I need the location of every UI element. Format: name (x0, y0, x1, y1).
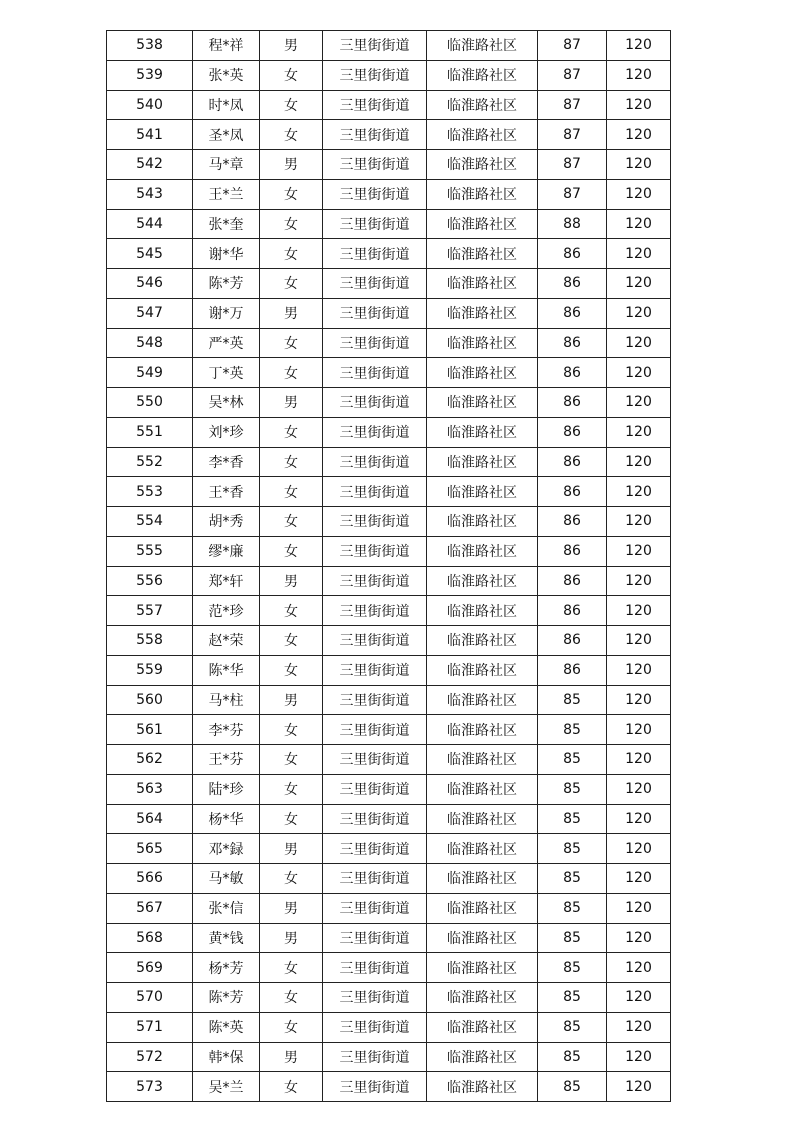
name-cell: 陈*华 (193, 655, 260, 685)
community-cell: 临淮路社区 (427, 31, 538, 61)
name-cell: 王*香 (193, 477, 260, 507)
amount-cell: 120 (607, 150, 671, 180)
street-cell: 三里街街道 (323, 685, 427, 715)
age-cell: 87 (538, 60, 607, 90)
gender-cell: 女 (260, 1072, 323, 1102)
row-number-cell: 559 (107, 655, 193, 685)
amount-cell: 120 (607, 179, 671, 209)
gender-cell: 女 (260, 90, 323, 120)
age-cell: 85 (538, 1072, 607, 1102)
street-cell: 三里街街道 (323, 923, 427, 953)
row-number-cell: 554 (107, 507, 193, 537)
community-cell: 临淮路社区 (427, 1042, 538, 1072)
row-number-cell: 547 (107, 298, 193, 328)
row-number-cell: 565 (107, 834, 193, 864)
row-number-cell: 569 (107, 953, 193, 983)
street-cell: 三里街街道 (323, 358, 427, 388)
age-cell: 86 (538, 328, 607, 358)
gender-cell: 女 (260, 269, 323, 299)
gender-cell: 男 (260, 923, 323, 953)
table-row (107, 893, 671, 923)
age-cell: 87 (538, 120, 607, 150)
gender-cell: 男 (260, 685, 323, 715)
table-row (107, 1072, 671, 1102)
gender-cell: 女 (260, 239, 323, 269)
row-number-cell: 542 (107, 150, 193, 180)
amount-cell: 120 (607, 417, 671, 447)
amount-cell: 120 (607, 655, 671, 685)
gender-cell: 女 (260, 983, 323, 1013)
table-row (107, 60, 671, 90)
street-cell: 三里街街道 (323, 150, 427, 180)
street-cell: 三里街街道 (323, 804, 427, 834)
row-number-cell: 562 (107, 745, 193, 775)
table-row (107, 923, 671, 953)
street-cell: 三里街街道 (323, 417, 427, 447)
community-cell: 临淮路社区 (427, 893, 538, 923)
street-cell: 三里街街道 (323, 655, 427, 685)
table-row (107, 953, 671, 983)
gender-cell: 女 (260, 358, 323, 388)
row-number-cell: 567 (107, 893, 193, 923)
amount-cell: 120 (607, 90, 671, 120)
amount-cell: 120 (607, 1042, 671, 1072)
amount-cell: 120 (607, 685, 671, 715)
amount-cell: 120 (607, 31, 671, 61)
amount-cell: 120 (607, 983, 671, 1013)
age-cell: 86 (538, 507, 607, 537)
age-cell: 86 (538, 358, 607, 388)
name-cell: 李*芬 (193, 715, 260, 745)
street-cell: 三里街街道 (323, 507, 427, 537)
street-cell: 三里街街道 (323, 834, 427, 864)
name-cell: 圣*凤 (193, 120, 260, 150)
row-number-cell: 572 (107, 1042, 193, 1072)
amount-cell: 120 (607, 893, 671, 923)
row-number-cell: 541 (107, 120, 193, 150)
name-cell: 王*芬 (193, 745, 260, 775)
street-cell: 三里街街道 (323, 388, 427, 418)
amount-cell: 120 (607, 388, 671, 418)
gender-cell: 男 (260, 298, 323, 328)
name-cell: 张*英 (193, 60, 260, 90)
name-cell: 胡*秀 (193, 507, 260, 537)
row-number-cell: 549 (107, 358, 193, 388)
gender-cell: 女 (260, 745, 323, 775)
age-cell: 85 (538, 774, 607, 804)
community-cell: 临淮路社区 (427, 536, 538, 566)
community-cell: 临淮路社区 (427, 804, 538, 834)
community-cell: 临淮路社区 (427, 90, 538, 120)
street-cell: 三里街街道 (323, 328, 427, 358)
row-number-cell: 568 (107, 923, 193, 953)
gender-cell: 男 (260, 1042, 323, 1072)
gender-cell: 女 (260, 536, 323, 566)
name-cell: 时*凤 (193, 90, 260, 120)
table-row (107, 685, 671, 715)
community-cell: 临淮路社区 (427, 715, 538, 745)
community-cell: 临淮路社区 (427, 834, 538, 864)
row-number-cell: 566 (107, 864, 193, 894)
gender-cell: 女 (260, 120, 323, 150)
street-cell: 三里街街道 (323, 983, 427, 1013)
street-cell: 三里街街道 (323, 239, 427, 269)
row-number-cell: 571 (107, 1012, 193, 1042)
table-row (107, 269, 671, 299)
age-cell: 85 (538, 1042, 607, 1072)
community-cell: 临淮路社区 (427, 298, 538, 328)
community-cell: 临淮路社区 (427, 150, 538, 180)
age-cell: 85 (538, 864, 607, 894)
table-row (107, 31, 671, 61)
gender-cell: 女 (260, 626, 323, 656)
table-row (107, 507, 671, 537)
community-cell: 临淮路社区 (427, 774, 538, 804)
name-cell: 马*章 (193, 150, 260, 180)
row-number-cell: 556 (107, 566, 193, 596)
street-cell: 三里街街道 (323, 120, 427, 150)
gender-cell: 女 (260, 447, 323, 477)
name-cell: 郑*轩 (193, 566, 260, 596)
community-cell: 临淮路社区 (427, 1012, 538, 1042)
age-cell: 85 (538, 834, 607, 864)
table-row (107, 298, 671, 328)
community-cell: 临淮路社区 (427, 596, 538, 626)
name-cell: 马*柱 (193, 685, 260, 715)
gender-cell: 男 (260, 893, 323, 923)
roster-body (107, 31, 671, 1102)
name-cell: 张*奎 (193, 209, 260, 239)
community-cell: 临淮路社区 (427, 239, 538, 269)
gender-cell: 女 (260, 715, 323, 745)
table-row (107, 120, 671, 150)
street-cell: 三里街街道 (323, 1042, 427, 1072)
community-cell: 临淮路社区 (427, 60, 538, 90)
amount-cell: 120 (607, 536, 671, 566)
table-row (107, 1042, 671, 1072)
street-cell: 三里街街道 (323, 774, 427, 804)
amount-cell: 120 (607, 447, 671, 477)
community-cell: 临淮路社区 (427, 388, 538, 418)
gender-cell: 女 (260, 328, 323, 358)
amount-cell: 120 (607, 269, 671, 299)
street-cell: 三里街街道 (323, 1072, 427, 1102)
age-cell: 86 (538, 417, 607, 447)
name-cell: 谢*华 (193, 239, 260, 269)
table-row (107, 209, 671, 239)
row-number-cell: 561 (107, 715, 193, 745)
age-cell: 88 (538, 209, 607, 239)
name-cell: 缪*廉 (193, 536, 260, 566)
gender-cell: 女 (260, 1012, 323, 1042)
table-row (107, 90, 671, 120)
table-row (107, 804, 671, 834)
row-number-cell: 564 (107, 804, 193, 834)
street-cell: 三里街街道 (323, 90, 427, 120)
table-row (107, 864, 671, 894)
table-row (107, 745, 671, 775)
table-row (107, 834, 671, 864)
street-cell: 三里街街道 (323, 893, 427, 923)
table-row (107, 358, 671, 388)
age-cell: 86 (538, 447, 607, 477)
table-row (107, 983, 671, 1013)
community-cell: 临淮路社区 (427, 953, 538, 983)
street-cell: 三里街街道 (323, 715, 427, 745)
amount-cell: 120 (607, 298, 671, 328)
gender-cell: 女 (260, 60, 323, 90)
street-cell: 三里街街道 (323, 209, 427, 239)
age-cell: 85 (538, 715, 607, 745)
age-cell: 85 (538, 923, 607, 953)
amount-cell: 120 (607, 328, 671, 358)
community-cell: 临淮路社区 (427, 923, 538, 953)
row-number-cell: 539 (107, 60, 193, 90)
age-cell: 86 (538, 388, 607, 418)
community-cell: 临淮路社区 (427, 447, 538, 477)
name-cell: 程*祥 (193, 31, 260, 61)
street-cell: 三里街街道 (323, 447, 427, 477)
age-cell: 85 (538, 953, 607, 983)
table-row (107, 596, 671, 626)
amount-cell: 120 (607, 804, 671, 834)
age-cell: 85 (538, 893, 607, 923)
amount-cell: 120 (607, 745, 671, 775)
row-number-cell: 558 (107, 626, 193, 656)
amount-cell: 120 (607, 239, 671, 269)
table-row (107, 536, 671, 566)
row-number-cell: 563 (107, 774, 193, 804)
name-cell: 杨*华 (193, 804, 260, 834)
name-cell: 李*香 (193, 447, 260, 477)
amount-cell: 120 (607, 715, 671, 745)
gender-cell: 男 (260, 388, 323, 418)
gender-cell: 女 (260, 417, 323, 447)
name-cell: 韩*保 (193, 1042, 260, 1072)
name-cell: 赵*荣 (193, 626, 260, 656)
table-row (107, 566, 671, 596)
row-number-cell: 553 (107, 477, 193, 507)
table-row (107, 150, 671, 180)
age-cell: 85 (538, 804, 607, 834)
gender-cell: 女 (260, 774, 323, 804)
street-cell: 三里街街道 (323, 477, 427, 507)
gender-cell: 男 (260, 834, 323, 864)
street-cell: 三里街街道 (323, 626, 427, 656)
name-cell: 马*敏 (193, 864, 260, 894)
age-cell: 86 (538, 596, 607, 626)
amount-cell: 120 (607, 596, 671, 626)
row-number-cell: 543 (107, 179, 193, 209)
amount-cell: 120 (607, 923, 671, 953)
row-number-cell: 560 (107, 685, 193, 715)
row-number-cell: 546 (107, 269, 193, 299)
table-row (107, 477, 671, 507)
name-cell: 刘*珍 (193, 417, 260, 447)
community-cell: 临淮路社区 (427, 358, 538, 388)
name-cell: 陈*芳 (193, 269, 260, 299)
gender-cell: 女 (260, 804, 323, 834)
table-row (107, 715, 671, 745)
street-cell: 三里街街道 (323, 745, 427, 775)
age-cell: 86 (538, 536, 607, 566)
name-cell: 严*英 (193, 328, 260, 358)
table-row (107, 179, 671, 209)
street-cell: 三里街街道 (323, 31, 427, 61)
gender-cell: 女 (260, 596, 323, 626)
name-cell: 陈*芳 (193, 983, 260, 1013)
name-cell: 王*兰 (193, 179, 260, 209)
gender-cell: 女 (260, 953, 323, 983)
age-cell: 86 (538, 566, 607, 596)
row-number-cell: 555 (107, 536, 193, 566)
amount-cell: 120 (607, 507, 671, 537)
name-cell: 邓*録 (193, 834, 260, 864)
amount-cell: 120 (607, 774, 671, 804)
row-number-cell: 538 (107, 31, 193, 61)
amount-cell: 120 (607, 477, 671, 507)
amount-cell: 120 (607, 953, 671, 983)
amount-cell: 120 (607, 1012, 671, 1042)
amount-cell: 120 (607, 566, 671, 596)
community-cell: 临淮路社区 (427, 566, 538, 596)
name-cell: 杨*芳 (193, 953, 260, 983)
street-cell: 三里街街道 (323, 60, 427, 90)
street-cell: 三里街街道 (323, 864, 427, 894)
community-cell: 临淮路社区 (427, 864, 538, 894)
community-cell: 临淮路社区 (427, 626, 538, 656)
amount-cell: 120 (607, 120, 671, 150)
street-cell: 三里街街道 (323, 1012, 427, 1042)
amount-cell: 120 (607, 209, 671, 239)
row-number-cell: 573 (107, 1072, 193, 1102)
gender-cell: 女 (260, 864, 323, 894)
age-cell: 85 (538, 1012, 607, 1042)
age-cell: 86 (538, 626, 607, 656)
row-number-cell: 550 (107, 388, 193, 418)
community-cell: 临淮路社区 (427, 655, 538, 685)
street-cell: 三里街街道 (323, 536, 427, 566)
street-cell: 三里街街道 (323, 953, 427, 983)
row-number-cell: 548 (107, 328, 193, 358)
row-number-cell: 540 (107, 90, 193, 120)
table-row (107, 388, 671, 418)
community-cell: 临淮路社区 (427, 179, 538, 209)
table-row (107, 447, 671, 477)
row-number-cell: 544 (107, 209, 193, 239)
gender-cell: 女 (260, 507, 323, 537)
community-cell: 临淮路社区 (427, 120, 538, 150)
roster-table (106, 30, 671, 1102)
gender-cell: 女 (260, 209, 323, 239)
age-cell: 86 (538, 239, 607, 269)
name-cell: 范*珍 (193, 596, 260, 626)
age-cell: 86 (538, 298, 607, 328)
age-cell: 87 (538, 31, 607, 61)
row-number-cell: 552 (107, 447, 193, 477)
amount-cell: 120 (607, 864, 671, 894)
street-cell: 三里街街道 (323, 298, 427, 328)
name-cell: 丁*英 (193, 358, 260, 388)
age-cell: 86 (538, 269, 607, 299)
gender-cell: 男 (260, 150, 323, 180)
name-cell: 张*信 (193, 893, 260, 923)
street-cell: 三里街街道 (323, 269, 427, 299)
community-cell: 临淮路社区 (427, 983, 538, 1013)
age-cell: 87 (538, 150, 607, 180)
amount-cell: 120 (607, 834, 671, 864)
community-cell: 临淮路社区 (427, 745, 538, 775)
street-cell: 三里街街道 (323, 566, 427, 596)
amount-cell: 120 (607, 1072, 671, 1102)
age-cell: 87 (538, 90, 607, 120)
age-cell: 86 (538, 477, 607, 507)
amount-cell: 120 (607, 60, 671, 90)
age-cell: 85 (538, 685, 607, 715)
gender-cell: 女 (260, 179, 323, 209)
gender-cell: 女 (260, 655, 323, 685)
table-row (107, 1012, 671, 1042)
amount-cell: 120 (607, 626, 671, 656)
community-cell: 临淮路社区 (427, 417, 538, 447)
age-cell: 85 (538, 745, 607, 775)
community-cell: 临淮路社区 (427, 685, 538, 715)
community-cell: 临淮路社区 (427, 269, 538, 299)
gender-cell: 男 (260, 31, 323, 61)
gender-cell: 男 (260, 566, 323, 596)
name-cell: 吴*林 (193, 388, 260, 418)
street-cell: 三里街街道 (323, 179, 427, 209)
community-cell: 临淮路社区 (427, 328, 538, 358)
table-row (107, 239, 671, 269)
age-cell: 87 (538, 179, 607, 209)
name-cell: 谢*万 (193, 298, 260, 328)
age-cell: 86 (538, 655, 607, 685)
row-number-cell: 557 (107, 596, 193, 626)
amount-cell: 120 (607, 358, 671, 388)
community-cell: 临淮路社区 (427, 209, 538, 239)
table-row (107, 328, 671, 358)
community-cell: 临淮路社区 (427, 507, 538, 537)
name-cell: 吴*兰 (193, 1072, 260, 1102)
table-row (107, 774, 671, 804)
name-cell: 黄*钱 (193, 923, 260, 953)
gender-cell: 女 (260, 477, 323, 507)
row-number-cell: 551 (107, 417, 193, 447)
table-row (107, 626, 671, 656)
table-row (107, 655, 671, 685)
street-cell: 三里街街道 (323, 596, 427, 626)
table-row (107, 417, 671, 447)
community-cell: 临淮路社区 (427, 477, 538, 507)
name-cell: 陆*珍 (193, 774, 260, 804)
row-number-cell: 570 (107, 983, 193, 1013)
community-cell: 临淮路社区 (427, 1072, 538, 1102)
name-cell: 陈*英 (193, 1012, 260, 1042)
row-number-cell: 545 (107, 239, 193, 269)
age-cell: 85 (538, 983, 607, 1013)
